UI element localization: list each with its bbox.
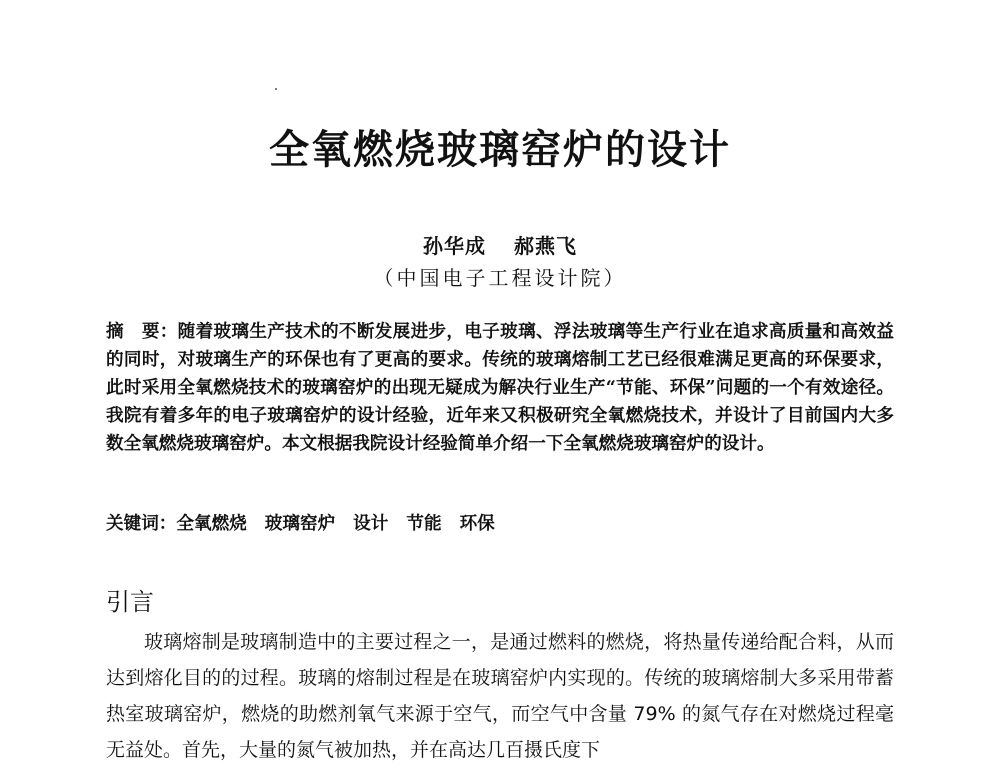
scan-speck: [275, 88, 277, 90]
body-paragraph: 玻璃熔制是玻璃制造中的主要过程之一，是通过燃料的燃烧，将热量传递给配合料，从而达到熔化目的的过程。玻璃的熔制过程是在玻璃窑炉内实现的。传统的玻璃熔制大多采用带蓄热室玻璃窑炉，燃烧的助燃剂氧气来源于空气，而空气中含量 79% 的氮气存在对燃烧过程毫无益处。首先，大量的氮气被加热，并在高达几百摄氏度下: [106, 631, 894, 761]
keyword: 节能: [406, 513, 442, 534]
keyword: 玻璃窑炉: [264, 513, 336, 534]
author-list: [0, 230, 1000, 259]
abstract-text: 随着玻璃生产技术的不断发展进步，电子玻璃、浮法玻璃等生产行业在追求高质量和高效益的同时，对玻璃生产的环保也有了更高的要求。传统的玻璃熔制工艺已经很难满足更高的环保要求，此时采用全氧燃烧技术的玻璃窑炉的出现无疑成为解决行业生产“节能、环保”问题的一个有效途径。我院有着多年的电子玻璃窑炉的设计经验，近年来又积极研究全氧燃烧技术，并设计了目前国内大多数全氧燃烧玻璃窑炉。本文根据我院设计经验简单介绍一下全氧燃烧玻璃窑炉的设计。: [106, 321, 894, 454]
paper-title: 全氧燃烧玻璃窑炉的设计: [269, 127, 731, 173]
affiliation: （中国电子工程设计院）: [373, 266, 627, 290]
keyword: 环保: [459, 513, 495, 534]
keyword: 全氧燃烧: [176, 513, 247, 534]
abstract: [106, 318, 894, 458]
author-name: 孙华成: [423, 234, 486, 258]
author-name: 郝燕飞: [514, 234, 577, 258]
abstract-label: 摘 要：: [106, 322, 178, 342]
section-heading: 引言: [106, 588, 154, 616]
keyword: 设计: [353, 513, 389, 534]
keywords: [106, 510, 894, 538]
keywords-label: 关键词：: [106, 514, 177, 534]
